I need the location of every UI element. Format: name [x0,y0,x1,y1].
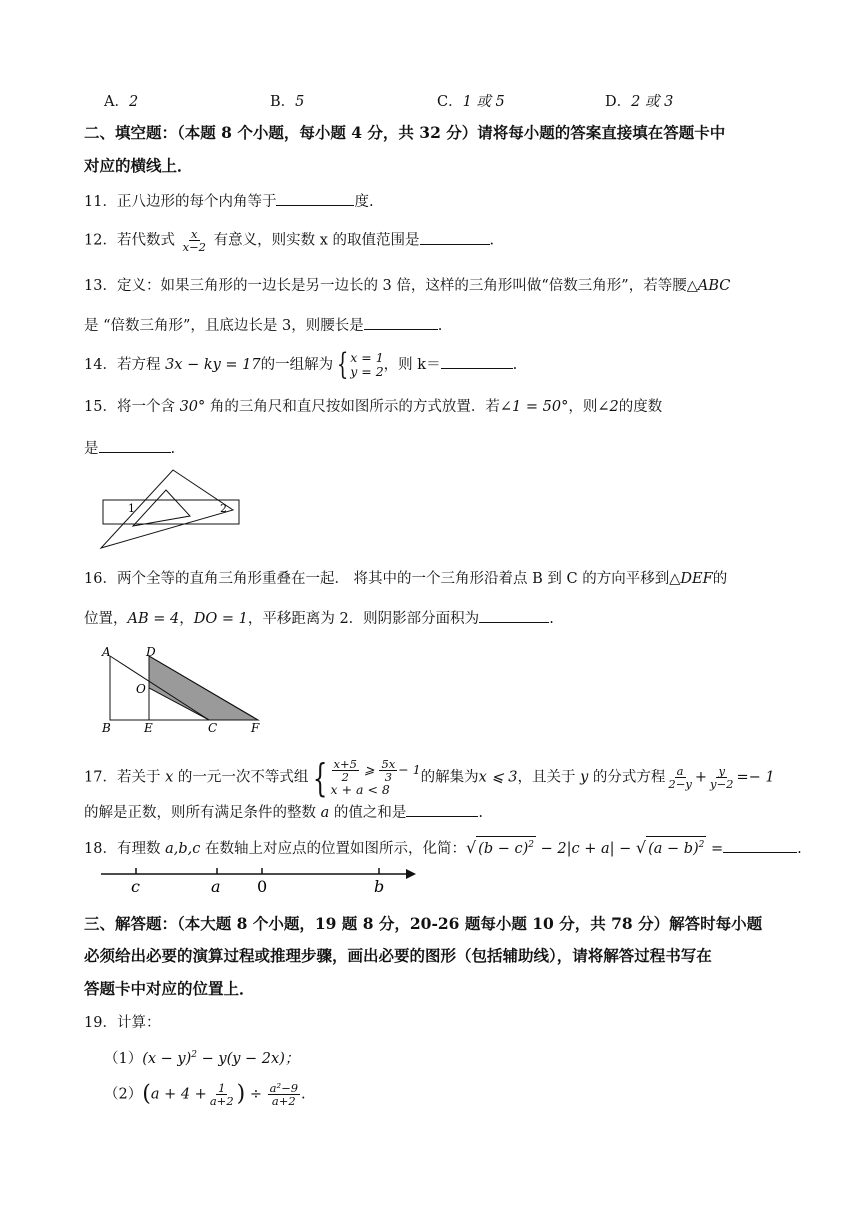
question-15-line2: 是 . [84,438,175,459]
answer-blank [441,354,513,369]
section3-heading-line3: 答题卡中对应的位置上． [84,979,255,998]
question-16-line2: 位置，AB = 4，DO = 1，平移距离为 2．则阴影部分面积为 . [84,608,554,629]
question-15-line1: 15．将一个含 30° 角的三角尺和直尺按如图所示的方式放置．若∠1 = 50°，则∠2的度数 [84,399,663,415]
fraction: $\frac{x}{x-2}$ [182,227,207,254]
equation-system: { x = 1 y = 2 [336,347,384,382]
question-17-line1: 17．若关于 x 的一元一次不等式组 { $\frac{x+5}{2}$ ⩾ $\frac{5x}{3}$ − 1 x + a < 8 的解集为x ⩽ 3，且关于 y 的分式方程 $\frac{a}{2-y}$ + $\frac{y}{y-2}$ =− 1 [84,755,775,800]
section2-heading-line1: 二、填空题：（本题 8 个小题，每小题 4 分，共 32 分）请将每小题的答案直接填在答题卡中 [84,123,726,142]
point-o-label: O [136,682,146,696]
question-18: 18．有理数 a,b,c 在数轴上对应点的位置如图所示，化简：√ $(b - c)^2 - 2|c + a|$ − √ $(a - b)^2$ = . [84,837,802,857]
section2-heading-line2: 对应的横线上． [84,156,193,175]
question-16-line1: 16．两个全等的直角三角形重叠在一起． 将其中的一个三角形沿着点 B 到 C 的方向平移到△DEF的 [84,571,728,587]
sqrt-expression-1: $(b - c)^2$ [476,836,536,857]
question-13-line2: 是 “倍数三角形”，且底边长是 3，则腰长是 . [84,315,442,336]
choice-a: A．2 [104,94,139,110]
triangle-inner [133,490,190,526]
answer-blank [276,191,354,206]
answer-blank [723,838,797,853]
point-b-label: B [102,721,111,734]
label-c: c [131,877,140,896]
question-19-part2: （2）(a + 4 + $\frac{1}{a+2}$ ) ÷ $\frac{\text{a²−9}}{a+2}$ . [104,1081,306,1108]
point-d-label: D [146,645,156,659]
figure-ruler-triangle [98,468,248,554]
label-zero: 0 [257,877,268,896]
question-19-title: 19．计算： [84,1015,161,1031]
answer-blank [479,608,549,623]
question-19-part1: $(1)(x - y)^2 - y(y - 2x)$； [104,1050,300,1067]
question-14: 14．若方程 3x − ky = 17的一组解为 { x = 1 y = 2 ，则 k＝ . [84,347,518,382]
inequality-system: { $\frac{x+5}{2}$ ⩾ $\frac{5x}{3}$ − 1 x + a < 8 [313,755,421,800]
choice-c: C．1 或 5 [437,94,505,110]
sqrt-expression-2: $(a - b)^2$ [646,836,706,857]
section3-heading-line1: 三、解答题：（本大题 8 个小题，19 题 8 分，20-26 题每小题 10 分，共 78 分）解答时每小题 [84,914,763,933]
question-17-line2: 的解是正数，则所有满足条件的整数 a 的值之和是 . [84,802,483,823]
point-e-label: E [144,721,153,734]
question-11: 11．正八边形的每个内角等于 度. [84,191,374,212]
ruler [103,500,239,524]
point-f-label: F [251,721,260,734]
figure-translated-triangles [98,642,270,734]
label-a: a [211,877,221,896]
choice-b: B．5 [270,94,305,110]
label-b: b [374,877,385,896]
angle-1-label: 1 [128,502,135,515]
point-a-label: A [102,645,111,659]
angle-2-label: 2 [220,502,227,515]
choice-d: D．2 或 3 [605,94,674,110]
axis-arrow [406,869,416,879]
question-13-line1: 13．定义：如果三角形的一边长是另一边长的 3 倍，这样的三角形叫做“倍数三角形”，若等腰△ABC [84,278,731,294]
question-12: 12．若代数式 $\frac{x}{x-2}$ 有意义，则实数 x 的取值范围是 . [84,227,495,254]
point-c-label: C [208,721,218,734]
triangle-outer [101,470,233,548]
answer-blank [420,230,490,245]
answer-blank [99,438,171,453]
section3-heading-line2: 必须给出必要的演算过程或推理步骤，画出必要的图形（包括辅助线），请将解答过程书写在 [84,946,712,965]
answer-blank [364,315,438,330]
number-line [98,862,424,898]
answer-blank [406,802,478,817]
